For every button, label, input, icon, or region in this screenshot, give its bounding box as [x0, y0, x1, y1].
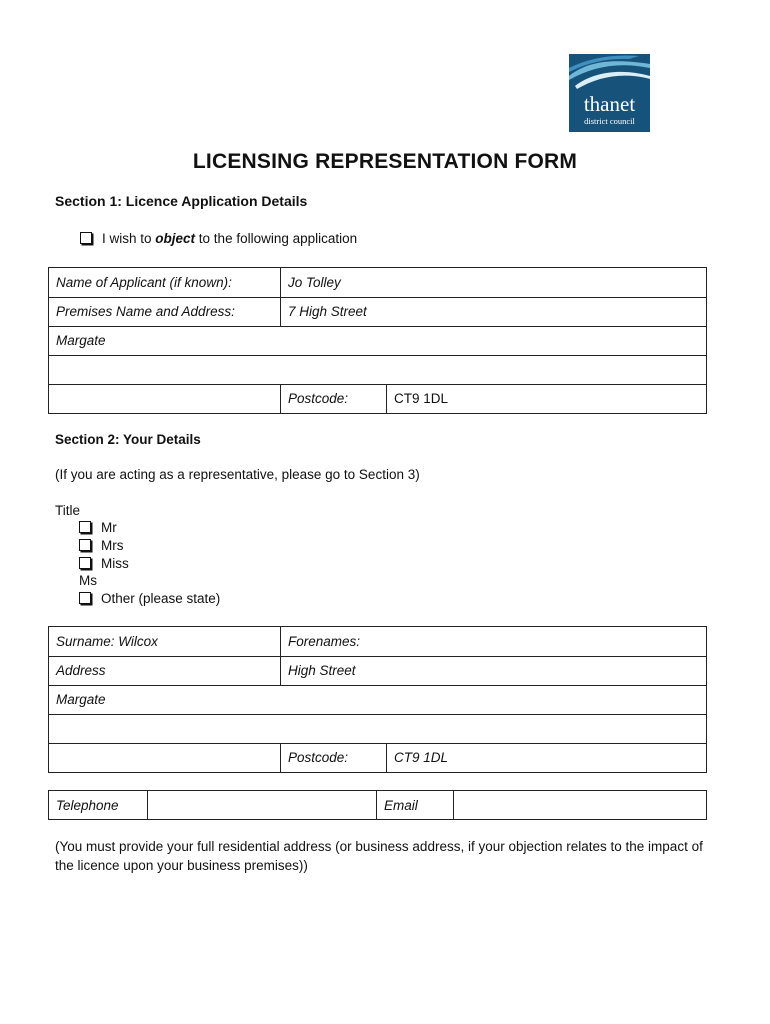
- postcode-row: [49, 743, 706, 772]
- forenames-field[interactable]: Forenames:: [280, 627, 706, 656]
- applicant-label: Name of Applicant (if known):: [56, 275, 232, 290]
- address-line2-field[interactable]: Margate: [56, 692, 106, 707]
- contact-table: [48, 790, 707, 820]
- logo-subtitle: district council: [584, 116, 635, 126]
- premises-row: [49, 297, 706, 327]
- premises-address-line3: [49, 355, 706, 385]
- premises-postcode-label: Postcode:: [280, 384, 386, 413]
- postcode-field[interactable]: CT9 1DL: [386, 743, 706, 772]
- address-line3-field[interactable]: [49, 714, 706, 743]
- object-suffix: to the following application: [195, 231, 358, 246]
- premises-address-line2-field[interactable]: Margate: [56, 333, 106, 348]
- address-requirement-note: (You must provide your full residential address (or business address, if your objection relates to the impact of the licence upon your business premises)): [55, 839, 703, 873]
- miss-checkbox[interactable]: [79, 557, 91, 569]
- title-option-mr[interactable]: [79, 520, 117, 535]
- object-word: object: [155, 231, 196, 246]
- address-label: Address: [56, 663, 106, 678]
- mrs-label: Mrs: [101, 538, 124, 553]
- telephone-label: Telephone: [56, 797, 119, 813]
- premises-address-line3-field[interactable]: [49, 355, 706, 384]
- applicant-row: [49, 268, 706, 298]
- other-checkbox[interactable]: [79, 592, 91, 604]
- application-details-table: [48, 267, 707, 414]
- telephone-field[interactable]: [147, 791, 376, 819]
- email-label: Email: [376, 791, 453, 819]
- object-option[interactable]: [80, 231, 357, 246]
- mr-label: Mr: [101, 520, 117, 535]
- section2-note: (If you are acting as a representative, please go to Section 3): [55, 467, 420, 482]
- logo-name: thanet: [583, 92, 636, 116]
- title-option-other[interactable]: [79, 591, 220, 606]
- title-label: Title: [55, 503, 81, 518]
- surname-field[interactable]: Surname: Wilcox: [56, 634, 158, 649]
- council-logo: [569, 54, 650, 132]
- premises-postcode-row: [49, 384, 706, 413]
- title-option-ms[interactable]: [79, 573, 97, 588]
- address-line3: [49, 714, 706, 744]
- premises-field[interactable]: 7 High Street: [280, 297, 706, 326]
- miss-label: Miss: [101, 556, 129, 571]
- title-option-mrs[interactable]: [79, 538, 124, 553]
- contact-row: [49, 791, 706, 819]
- object-checkbox[interactable]: [80, 232, 92, 244]
- address-line2: [49, 685, 706, 715]
- premises-address-line2: [49, 326, 706, 356]
- premises-label: Premises Name and Address:: [56, 304, 235, 319]
- address-field[interactable]: High Street: [280, 656, 706, 685]
- your-details-table: [48, 626, 707, 773]
- address-row: [49, 656, 706, 686]
- address-blank-cell: [49, 743, 280, 772]
- premises-postcode-field[interactable]: CT9 1DL: [386, 384, 706, 413]
- mrs-checkbox[interactable]: [79, 539, 91, 551]
- ms-label: Ms: [79, 573, 97, 588]
- applicant-field[interactable]: Jo Tolley: [280, 268, 706, 297]
- mr-checkbox[interactable]: [79, 521, 91, 533]
- name-row: [49, 627, 706, 657]
- object-prefix: I wish to: [102, 231, 156, 246]
- postcode-label: Postcode:: [280, 743, 386, 772]
- email-field[interactable]: [453, 791, 706, 819]
- section1-heading: Section 1: Licence Application Details: [55, 193, 308, 209]
- section2-heading: Section 2: Your Details: [55, 432, 201, 447]
- title-option-miss[interactable]: [79, 556, 129, 571]
- form-title: LICENSING REPRESENTATION FORM: [192, 150, 578, 173]
- other-label: Other (please state): [101, 591, 221, 606]
- premises-blank-cell: [49, 384, 280, 413]
